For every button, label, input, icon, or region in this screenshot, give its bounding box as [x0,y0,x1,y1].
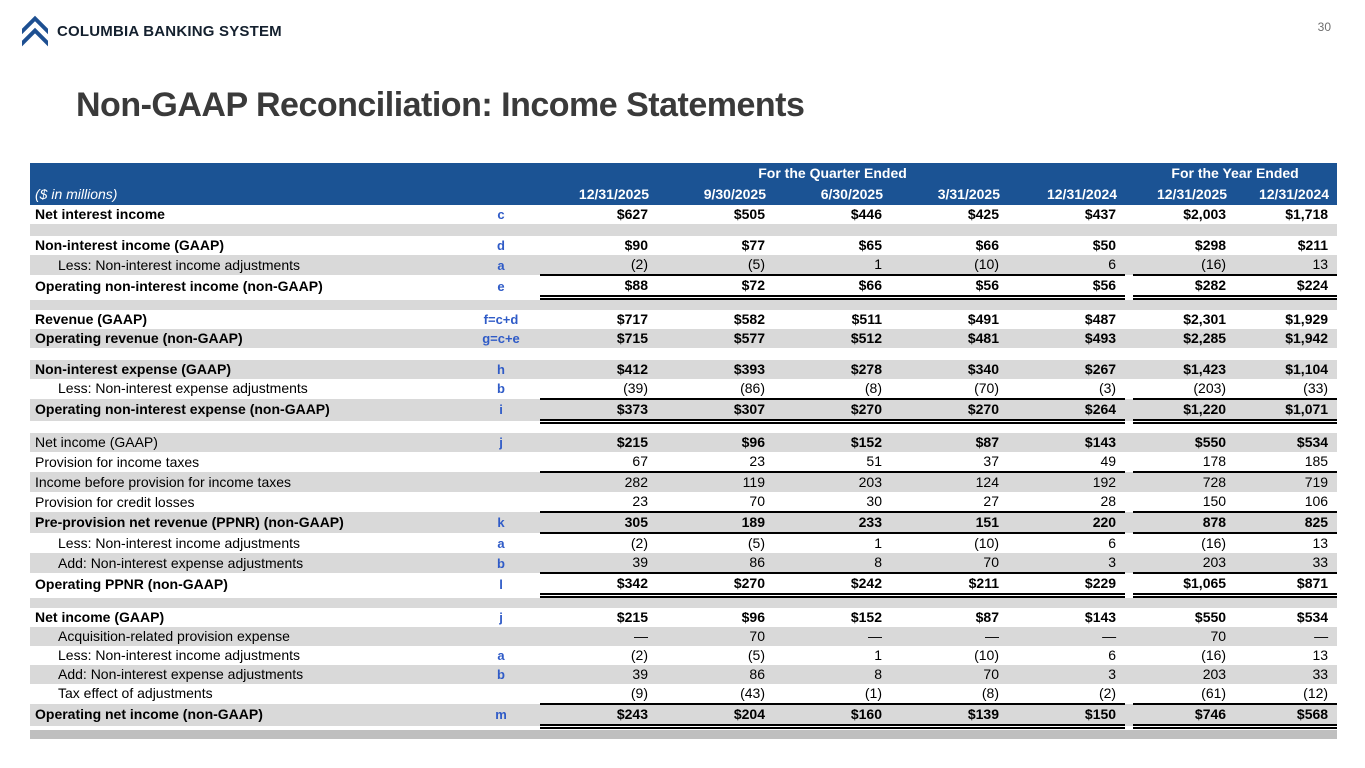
cell-value: 878 [1133,512,1235,533]
cell-value: (10) [891,255,1008,275]
column-header-row [30,184,1337,205]
cell-value: $1,942 [1235,329,1337,348]
table-row [30,399,1337,422]
cell-value: $715 [540,329,657,348]
column-gap [1125,492,1133,512]
page-title: Non-GAAP Reconciliation: Income Statements [76,86,805,124]
column-gap [1125,275,1133,298]
cell-value: (2) [540,255,657,275]
column-gap [1125,665,1133,684]
cell-value: 70 [657,627,774,646]
cell-value: (70) [891,379,1008,399]
cell-value: $267 [1008,360,1125,379]
cell-value: 150 [1133,492,1235,512]
cell-value: $481 [891,329,1008,348]
cell-value: (2) [540,646,657,665]
cell-value: $264 [1008,399,1125,422]
column-gap [1125,433,1133,452]
income-statements-table [30,163,1337,739]
quarter-group-header: For the Quarter Ended [540,163,1125,184]
row-key: l [462,573,540,596]
row-label: Less: Non-interest expense adjustments [30,379,462,399]
cell-value: (16) [1133,533,1235,553]
cell-value: (43) [657,684,774,704]
row-label: Non-interest expense (GAAP) [30,360,462,379]
table-row [30,684,1337,704]
column-gap [1125,573,1133,596]
row-label: Operating PPNR (non-GAAP) [30,573,462,596]
cell-value: 189 [657,512,774,533]
cell-value: $1,929 [1235,310,1337,329]
cell-value: $87 [891,608,1008,627]
cell-value: (2) [540,533,657,553]
cell-value: 119 [657,472,774,492]
cell-value: (5) [657,255,774,275]
column-gap [1125,512,1133,533]
cell-value: $242 [774,573,891,596]
cell-value: 70 [657,492,774,512]
cell-value: $96 [657,433,774,452]
row-key: c [462,205,540,224]
cell-value: 27 [891,492,1008,512]
table-row [30,492,1337,512]
table-row [30,255,1337,275]
cell-value: (9) [540,684,657,704]
cell-value: 13 [1235,646,1337,665]
table-row [30,704,1337,727]
cell-value: 825 [1235,512,1337,533]
table-row [30,627,1337,646]
row-label: Operating non-interest income (non-GAAP) [30,275,462,298]
row-key: h [462,360,540,379]
cell-value: 30 [774,492,891,512]
cell-value: $56 [891,275,1008,298]
cell-value: $373 [540,399,657,422]
cell-value: $270 [774,399,891,422]
cell-value: $1,423 [1133,360,1235,379]
cell-value: $96 [657,608,774,627]
cell-value: $577 [657,329,774,348]
cell-value: 728 [1133,472,1235,492]
cell-value: $152 [774,433,891,452]
column-gap [1125,627,1133,646]
row-label: Provision for credit losses [30,492,462,512]
table-row [30,533,1337,553]
column-gap [1125,399,1133,422]
cell-value: $717 [540,310,657,329]
cell-value: $550 [1133,608,1235,627]
brand-logo [22,15,282,48]
table-row [30,329,1337,348]
row-key: b [462,665,540,684]
cell-value: — [1235,627,1337,646]
cell-value: $88 [540,275,657,298]
cell-value: (1) [774,684,891,704]
cell-value: 49 [1008,452,1125,472]
table-body [30,205,1337,739]
column-header: 12/31/2025 [1133,184,1235,205]
column-header: 12/31/2024 [1235,184,1337,205]
columbia-chevrons-icon [22,15,48,48]
column-header: 12/31/2025 [540,184,657,205]
cell-value: $746 [1133,704,1235,727]
units-label: ($ in millions) [30,184,540,205]
cell-value: $150 [1008,704,1125,727]
table-row [30,608,1337,627]
bottom-bar [30,730,1337,739]
header-gap [1125,163,1133,184]
cell-value: — [774,627,891,646]
cell-value: $211 [891,573,1008,596]
cell-value: 1 [774,533,891,553]
table-row [30,665,1337,684]
column-gap [1125,452,1133,472]
cell-value: $152 [774,608,891,627]
column-gap [1125,704,1133,727]
cell-value: (10) [891,533,1008,553]
column-gap [1125,646,1133,665]
row-key: f=c+d [462,310,540,329]
cell-value: $66 [891,236,1008,255]
cell-value: 106 [1235,492,1337,512]
column-gap [1125,608,1133,627]
cell-value: $425 [891,205,1008,224]
cell-value: 37 [891,452,1008,472]
cell-value: $342 [540,573,657,596]
cell-value: $393 [657,360,774,379]
cell-value: $298 [1133,236,1235,255]
cell-value: $491 [891,310,1008,329]
row-label: Less: Non-interest income adjustments [30,255,462,275]
cell-value: $224 [1235,275,1337,298]
table-row [30,310,1337,329]
row-key [462,684,540,704]
cell-value: 70 [1133,627,1235,646]
cell-value: (203) [1133,379,1235,399]
row-key: b [462,553,540,573]
cell-value: — [540,627,657,646]
column-gap [1125,360,1133,379]
row-key: e [462,275,540,298]
row-label: Provision for income taxes [30,452,462,472]
cell-value: $487 [1008,310,1125,329]
cell-value: $270 [657,573,774,596]
row-key: d [462,236,540,255]
row-label: Net interest income [30,205,462,224]
column-gap [1125,205,1133,224]
year-group-header: For the Year Ended [1133,163,1337,184]
cell-value: $2,301 [1133,310,1235,329]
cell-value: 203 [774,472,891,492]
row-key: j [462,433,540,452]
spacer [30,224,1337,236]
table-row [30,553,1337,573]
row-key: a [462,255,540,275]
column-gap [1125,379,1133,399]
table-row [30,379,1337,399]
row-key [462,492,540,512]
cell-value: (5) [657,533,774,553]
cell-value: 23 [540,492,657,512]
cell-value: 8 [774,665,891,684]
cell-value: 13 [1235,255,1337,275]
cell-value: $871 [1235,573,1337,596]
cell-value: 6 [1008,255,1125,275]
column-gap [1125,533,1133,553]
cell-value: $1,065 [1133,573,1235,596]
cell-value: $139 [891,704,1008,727]
cell-value: 86 [657,665,774,684]
row-key: i [462,399,540,422]
row-key: j [462,608,540,627]
cell-value: $511 [774,310,891,329]
row-label: Operating net income (non-GAAP) [30,704,462,727]
cell-value: 1 [774,255,891,275]
row-key: g=c+e [462,329,540,348]
cell-value: $1,104 [1235,360,1337,379]
row-label: Income before provision for income taxes [30,472,462,492]
cell-value: $211 [1235,236,1337,255]
cell-value: 151 [891,512,1008,533]
column-gap [1125,553,1133,573]
row-key: b [462,379,540,399]
cell-value: $160 [774,704,891,727]
cell-value: $282 [1133,275,1235,298]
cell-value: $56 [1008,275,1125,298]
column-header: 12/31/2024 [1008,184,1125,205]
table-header [30,163,1337,205]
cell-value: $50 [1008,236,1125,255]
row-label: Operating revenue (non-GAAP) [30,329,462,348]
cell-value: $215 [540,433,657,452]
spacer [30,596,1337,608]
row-label: Pre-provision net revenue (PPNR) (non-GAAP) [30,512,462,533]
cell-value: 220 [1008,512,1125,533]
spacer [30,348,1337,360]
cell-value: 51 [774,452,891,472]
column-gap [1125,255,1133,275]
cell-value: $1,071 [1235,399,1337,422]
page-number: 30 [1317,20,1331,34]
cell-value: 70 [891,553,1008,573]
row-label: Net income (GAAP) [30,433,462,452]
column-header: 3/31/2025 [891,184,1008,205]
group-header-row [30,163,1337,184]
cell-value: $437 [1008,205,1125,224]
table-spacer-row [30,596,1337,608]
cell-value: (16) [1133,646,1235,665]
cell-value: (61) [1133,684,1235,704]
cell-value: $2,285 [1133,329,1235,348]
cell-value: $446 [774,205,891,224]
cell-value: 124 [891,472,1008,492]
cell-value: 39 [540,553,657,573]
cell-value: (8) [774,379,891,399]
cell-value: 178 [1133,452,1235,472]
cell-value: 39 [540,665,657,684]
cell-value: 33 [1235,665,1337,684]
cell-value: $270 [891,399,1008,422]
cell-value: $512 [774,329,891,348]
cell-value: 185 [1235,452,1337,472]
cell-value: 203 [1133,553,1235,573]
table-row [30,360,1337,379]
row-label: Add: Non-interest expense adjustments [30,665,462,684]
table-spacer-row [30,421,1337,433]
row-key [462,452,540,472]
table-row [30,512,1337,533]
cell-value: $72 [657,275,774,298]
cell-value: 6 [1008,646,1125,665]
cell-value: $143 [1008,433,1125,452]
cell-value: $2,003 [1133,205,1235,224]
cell-value: $143 [1008,608,1125,627]
cell-value: $229 [1008,573,1125,596]
header-spacer [30,163,540,184]
row-label: Less: Non-interest income adjustments [30,646,462,665]
column-gap [1125,472,1133,492]
cell-value: $278 [774,360,891,379]
cell-value: $1,718 [1235,205,1337,224]
spacer [30,298,1337,310]
table-spacer-row [30,298,1337,310]
table-row [30,472,1337,492]
cell-value: 86 [657,553,774,573]
table-row [30,646,1337,665]
table-row [30,236,1337,255]
cell-value: (3) [1008,379,1125,399]
cell-value: (33) [1235,379,1337,399]
row-key: k [462,512,540,533]
column-header: 6/30/2025 [774,184,891,205]
cell-value: 13 [1235,533,1337,553]
table-spacer-row [30,348,1337,360]
cell-value: (5) [657,646,774,665]
cell-value: — [891,627,1008,646]
cell-value: $215 [540,608,657,627]
cell-value: 305 [540,512,657,533]
cell-value: (2) [1008,684,1125,704]
cell-value: — [1008,627,1125,646]
column-gap [1125,684,1133,704]
cell-value: $627 [540,205,657,224]
row-label: Less: Non-interest income adjustments [30,533,462,553]
brand-name: COLUMBIA BANKING SYSTEM [57,23,282,40]
cell-value: 6 [1008,533,1125,553]
cell-value: $493 [1008,329,1125,348]
cell-value: 33 [1235,553,1337,573]
cell-value: (16) [1133,255,1235,275]
cell-value: 719 [1235,472,1337,492]
table-row [30,452,1337,472]
cell-value: $90 [540,236,657,255]
cell-value: $568 [1235,704,1337,727]
cell-value: 192 [1008,472,1125,492]
cell-value: 23 [657,452,774,472]
column-gap [1125,236,1133,255]
cell-value: 70 [891,665,1008,684]
column-gap [1125,310,1133,329]
row-label: Add: Non-interest expense adjustments [30,553,462,573]
row-label: Operating non-interest expense (non-GAAP) [30,399,462,422]
cell-value: $243 [540,704,657,727]
cell-value: $340 [891,360,1008,379]
row-label: Revenue (GAAP) [30,310,462,329]
cell-value: (86) [657,379,774,399]
row-key: a [462,533,540,553]
table-row [30,275,1337,298]
cell-value: 203 [1133,665,1235,684]
cell-value: $204 [657,704,774,727]
cell-value: $307 [657,399,774,422]
row-key [462,472,540,492]
cell-value: (39) [540,379,657,399]
cell-value: $550 [1133,433,1235,452]
cell-value: (12) [1235,684,1337,704]
cell-value: 28 [1008,492,1125,512]
cell-value: 233 [774,512,891,533]
spacer [30,421,1337,433]
column-gap [1125,329,1133,348]
cell-value: 1 [774,646,891,665]
cell-value: $582 [657,310,774,329]
cell-value: 67 [540,452,657,472]
table-row [30,205,1337,224]
cell-value: 3 [1008,665,1125,684]
table-row [30,573,1337,596]
cell-value: (10) [891,646,1008,665]
row-key [462,627,540,646]
row-label: Tax effect of adjustments [30,684,462,704]
cell-value: $77 [657,236,774,255]
row-label: Net income (GAAP) [30,608,462,627]
cell-value: 282 [540,472,657,492]
header-gap [1125,184,1133,205]
cell-value: $534 [1235,433,1337,452]
row-label: Non-interest income (GAAP) [30,236,462,255]
cell-value: $66 [774,275,891,298]
cell-value: $505 [657,205,774,224]
cell-value: 8 [774,553,891,573]
cell-value: $65 [774,236,891,255]
row-key: m [462,704,540,727]
column-header: 9/30/2025 [657,184,774,205]
cell-value: (8) [891,684,1008,704]
table-spacer-row [30,224,1337,236]
cell-value: $534 [1235,608,1337,627]
cell-value: $412 [540,360,657,379]
row-label: Acquisition-related provision expense [30,627,462,646]
cell-value: $1,220 [1133,399,1235,422]
cell-value: $87 [891,433,1008,452]
row-key: a [462,646,540,665]
table-bottom-bar-row [30,730,1337,739]
cell-value: 3 [1008,553,1125,573]
table-row [30,433,1337,452]
